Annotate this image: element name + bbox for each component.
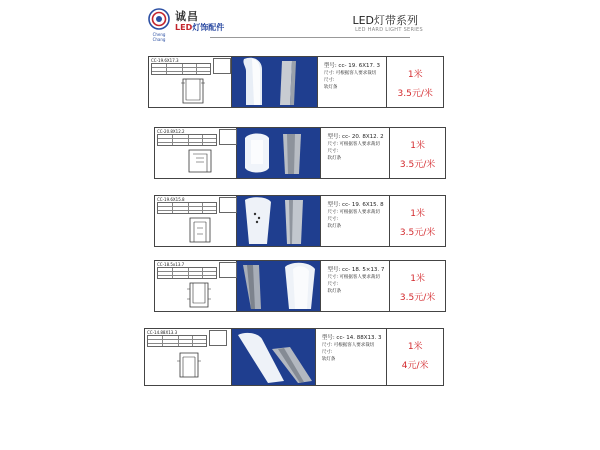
brand-subtitle: [175, 22, 224, 33]
size-label: 尺寸:: [321, 350, 333, 355]
brand-rest: 灯饰配件: [192, 23, 225, 32]
spec-block: [316, 329, 388, 385]
price-block: [390, 261, 445, 311]
price-value: 3.5元/米: [399, 293, 436, 303]
header-divider: [210, 37, 410, 38]
drawing-spec-table: [151, 63, 211, 75]
product-photo: [232, 329, 315, 385]
drawing-note-box: [219, 197, 237, 213]
model-number: 型号: cc- 19. 6X15. 8: [327, 202, 384, 208]
profile-drawing-icon: [181, 77, 205, 105]
product-type: 软灯条: [327, 156, 341, 161]
size-label: 尺寸:: [327, 282, 338, 287]
drawing-spec-table: [157, 267, 217, 279]
price-block: [387, 57, 443, 107]
size-note: 尺寸: 可根据客人要求裁切: [327, 210, 380, 215]
size-note: 尺寸: 可根据客人要求裁切: [321, 343, 375, 348]
technical-drawing: [155, 196, 237, 246]
size-note: 尺寸: 可根据客人要求裁切: [327, 275, 380, 280]
drawing-label: CC-20.8X12.2: [157, 129, 185, 134]
technical-drawing: [155, 261, 237, 311]
size-note: 尺寸: 可根据客人要求裁切: [327, 142, 380, 147]
drawing-label: CC-14.88X13.3: [147, 330, 178, 335]
price-quantity: 1米: [410, 209, 425, 219]
product-row: [148, 56, 444, 108]
product-type: 软灯条: [321, 357, 336, 362]
product-type: 软灯条: [327, 224, 341, 229]
technical-drawing: [145, 329, 232, 385]
brand-led: LED: [175, 23, 193, 32]
model-number: 型号: cc- 18. 5×13. 7: [327, 267, 385, 273]
product-row: [144, 328, 444, 386]
product-photo: [237, 196, 321, 246]
drawing-label: CC-19.6X17.3: [151, 58, 179, 63]
spec-block: [318, 57, 388, 107]
product-row: [154, 127, 446, 179]
profile-drawing-icon: [187, 216, 213, 244]
profile-drawing-icon: [177, 349, 201, 379]
price-quantity: 1米: [410, 274, 425, 284]
product-photo: [237, 128, 321, 178]
size-label: 尺寸:: [323, 78, 335, 83]
brand-logo-icon: [148, 8, 170, 30]
price-value: 3.5元/米: [399, 228, 436, 238]
spec-block: [321, 196, 390, 246]
logo-subtext: Cheng Chang: [152, 32, 166, 42]
size-label: 尺寸:: [327, 149, 338, 154]
drawing-spec-table: [157, 134, 217, 146]
profile-drawing-icon: [187, 148, 213, 174]
profile-drawing-icon: [187, 281, 211, 309]
size-label: 尺寸:: [327, 217, 338, 222]
series-subtitle: LED HARD LIGHT SERIES: [355, 27, 423, 33]
size-note: 尺寸: 可根据客人要求裁切: [323, 71, 377, 76]
model-number: 型号: cc- 20. 8X12. 2: [327, 134, 384, 140]
product-type: 软灯条: [327, 289, 341, 294]
light-strip-photo-icon: [232, 57, 317, 107]
price-quantity: 1米: [407, 342, 423, 352]
drawing-note-box: [219, 262, 237, 278]
catalog-page: [140, 0, 458, 450]
spec-block: [321, 128, 390, 178]
product-row: [154, 195, 446, 247]
brand-name: 诚昌: [175, 10, 199, 23]
drawing-spec-table: [147, 335, 207, 347]
price-value: 3.5元/米: [397, 89, 433, 99]
drawing-note-box: [213, 58, 231, 74]
price-value: 4元/米: [401, 361, 429, 371]
drawing-spec-table: [157, 202, 217, 214]
drawing-note-box: [219, 129, 237, 145]
series-title: LED灯带系列: [352, 14, 418, 27]
product-row: [154, 260, 446, 312]
price-quantity: 1米: [407, 70, 423, 80]
product-photo: [232, 57, 317, 107]
light-strip-photo-icon: [232, 329, 315, 385]
light-strip-photo-icon: [237, 128, 321, 178]
technical-drawing: [149, 57, 232, 107]
price-block: [387, 329, 443, 385]
model-number: 型号: cc- 14. 88X13. 3: [321, 335, 382, 341]
drawing-note-box: [209, 330, 227, 346]
price-block: [390, 128, 445, 178]
model-number: 型号: cc- 19. 6X17. 3: [323, 63, 380, 69]
price-quantity: 1米: [410, 141, 425, 151]
drawing-label: CC-18.5x13.7: [157, 262, 185, 267]
drawing-label: CC-19.6X15.8: [157, 197, 185, 202]
product-type: 软灯条: [323, 85, 338, 90]
light-strip-photo-icon: [237, 261, 321, 311]
price-block: [390, 196, 445, 246]
product-photo: [237, 261, 321, 311]
technical-drawing: [155, 128, 237, 178]
light-strip-photo-icon: [237, 196, 321, 246]
spec-block: [321, 261, 390, 311]
price-value: 3.5元/米: [399, 160, 436, 170]
